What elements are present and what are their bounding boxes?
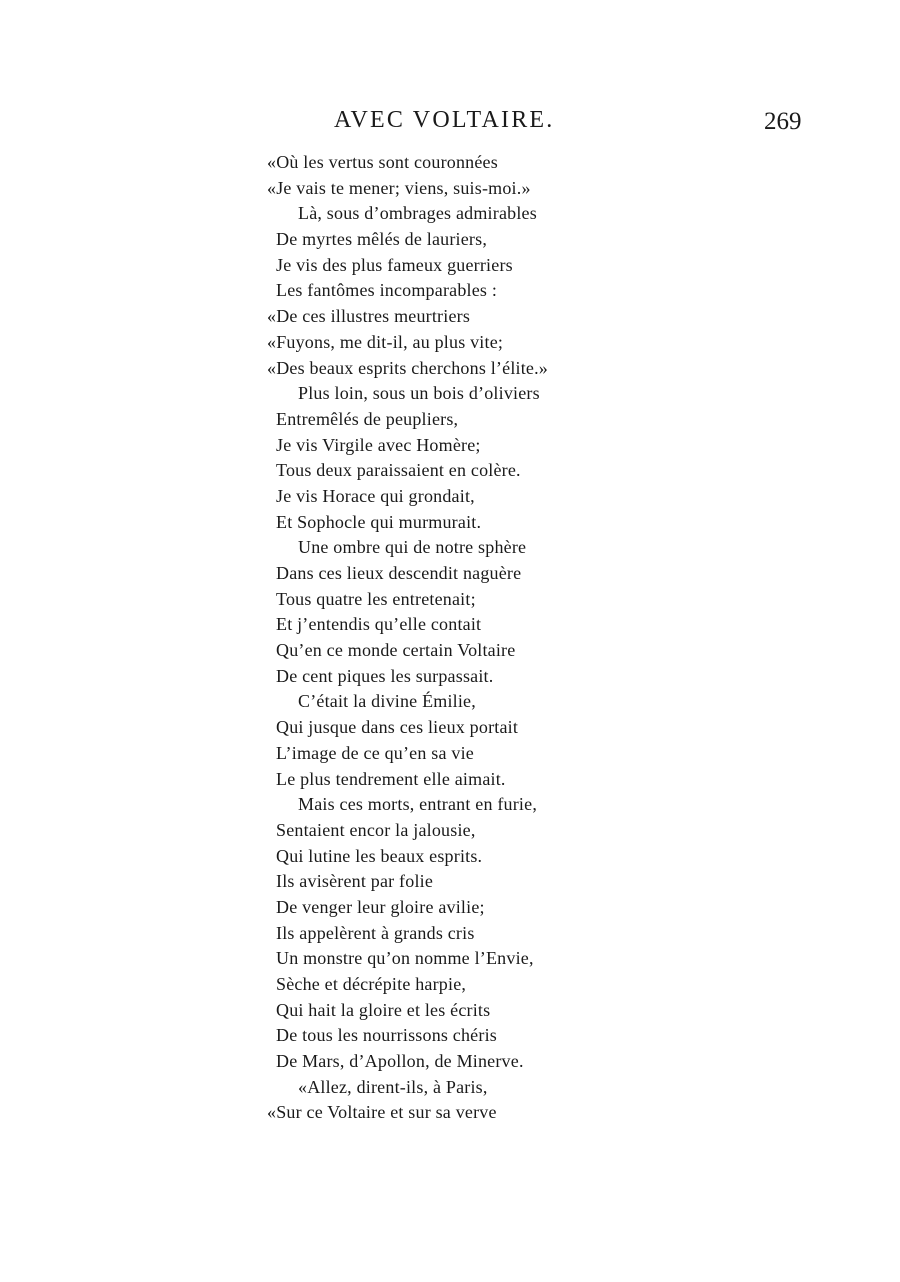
page-number: 269: [764, 108, 802, 135]
verse-line: De myrtes mêlés de lauriers,: [276, 229, 488, 250]
verse-line: De cent piques les surpassait.: [276, 665, 494, 686]
verse-line: «Allez, dirent-ils, à Paris,: [298, 1076, 488, 1097]
verse-line: L’image de ce qu’en sa vie: [276, 742, 474, 763]
verse-line: Plus loin, sous un bois d’oliviers: [298, 383, 540, 404]
verse-line: «Fuyons, me dit-il, au plus vite;: [267, 331, 504, 352]
verse-line: Le plus tendrement elle aimait.: [276, 768, 506, 789]
verse-line: Je vis Horace qui grondait,: [276, 485, 475, 506]
verse-line: Ils appelèrent à grands cris: [276, 922, 475, 943]
verse-line: Qu’en ce monde certain Voltaire: [276, 640, 516, 661]
verse-line: Sèche et décrépite harpie,: [276, 974, 467, 994]
running-title: AVEC VOLTAIRE.: [334, 107, 555, 133]
verse-line: Un monstre qu’on nomme l’Envie,: [276, 948, 534, 969]
running-head: [0, 104, 900, 136]
verse-line: Qui hait la gloire et les écrits: [276, 999, 491, 1020]
verse-line: Je vis Virgile avec Homère;: [276, 434, 481, 455]
verse-line: «Où les vertus sont couronnées: [267, 152, 498, 172]
verse-line: C’était la divine Émilie,: [298, 691, 476, 712]
verse-line: Qui lutine les beaux esprits.: [276, 845, 483, 866]
verse-line: «Je vais te mener; viens, suis-moi.»: [267, 177, 531, 198]
verse-line: Là, sous d’ombrages admirables: [298, 203, 537, 224]
verse-line: Mais ces morts, entrant en furie,: [298, 794, 538, 815]
verse-line: De Mars, d’Apollon, de Minerve.: [276, 1051, 524, 1072]
verse-line: Je vis des plus fameux guerriers: [276, 254, 513, 275]
verse-line: De tous les nourrissons chéris: [276, 1025, 497, 1046]
verse-line: «De ces illustres meurtriers: [267, 306, 471, 327]
verse-line: Dans ces lieux descendit naguère: [276, 563, 522, 583]
verse-line: Tous deux paraissaient en colère.: [276, 460, 521, 481]
verse-line: Qui jusque dans ces lieux portait: [276, 717, 519, 738]
verse-line: Sentaient encor la jalousie,: [276, 819, 476, 840]
verse-line: Et j’entendis qu’elle contait: [276, 614, 482, 635]
verse-line: Ils avisèrent par folie: [276, 871, 434, 892]
verse-line: Les fantômes incomparables :: [276, 280, 498, 301]
verse-line: Une ombre qui de notre sphère: [298, 537, 527, 558]
verse-line: «Des beaux esprits cherchons l’élite.»: [267, 357, 549, 378]
verse-line: Et Sophocle qui murmurait.: [276, 511, 482, 532]
verse-line: De venger leur gloire avilie;: [276, 896, 485, 917]
verse-line: «Sur ce Voltaire et sur sa verve: [267, 1102, 497, 1123]
verse-line: Entremêlés de peupliers,: [276, 408, 459, 429]
verse-line: Tous quatre les entretenait;: [276, 588, 476, 609]
poem-body: [267, 150, 636, 1126]
